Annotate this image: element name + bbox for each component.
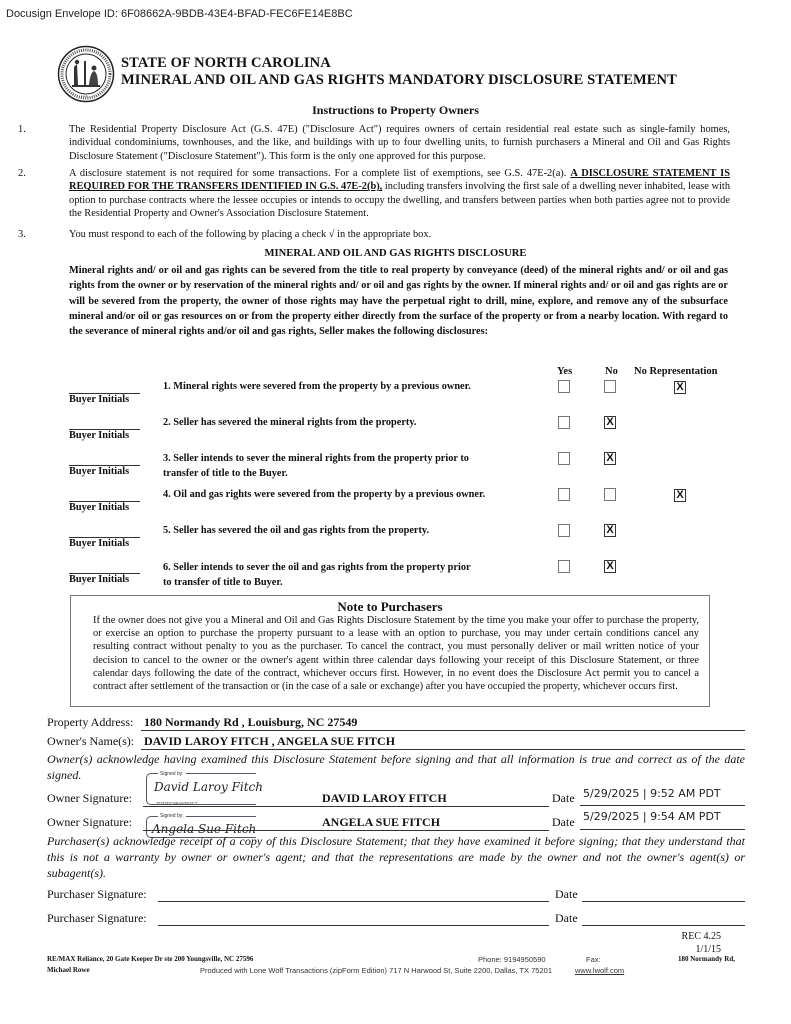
owner-signature-2: Angela Sue Fitch xyxy=(152,822,257,836)
q6-yes-checkbox[interactable] xyxy=(558,560,570,573)
column-no-representation: No Representation xyxy=(634,366,718,377)
note-title: Note to Purchasers xyxy=(337,599,443,614)
instruction-text xyxy=(69,167,730,220)
question-6-line-2: to transfer of title to Buyer. xyxy=(163,577,283,588)
purchaser-acknowledgement: Purchaser(s) acknowledge receipt of a copy of this Disclosure Statement; that they have examined it before signing; that they understand that this is not a warranty by owner or owner's agent; and that the representations are made by the owner and not the owner's agent(s) or subagent(s). xyxy=(47,834,745,880)
property-address-label: Property Address: xyxy=(47,715,134,729)
instruction-item-1 xyxy=(18,123,730,163)
owner-date-value-1[interactable]: 5/29/2025 | 9:52 AM PDT xyxy=(583,787,721,800)
owner-date-label-2: Date xyxy=(552,815,575,829)
purchaser-date-label-2: Date xyxy=(555,911,578,925)
signed-by-label-1: Signed by: xyxy=(160,771,184,777)
footer-phone: Phone: 9194950590 xyxy=(478,955,546,964)
form-identifier xyxy=(682,930,721,956)
form-date: 1/1/15 xyxy=(695,944,721,955)
form-code: REC 4.25 xyxy=(681,931,721,942)
owner-date-line-2 xyxy=(580,829,745,830)
footer-fax: Fax: xyxy=(586,955,601,964)
q2-no-checkbox[interactable]: X xyxy=(604,416,616,429)
instruction-item-3 xyxy=(18,228,730,241)
q6-no-checkbox[interactable]: X xyxy=(604,560,616,573)
q1-no-representation-checkbox[interactable]: X xyxy=(674,381,686,394)
disclosure-body: Mineral rights and/ or oil and gas rights can be severed from the title to real property by conveyance (deed) of the mineral rights and/ or oil and gas rights from the owner or by reservation of the mineral rights and/ or oil and gas rights by the owner. If mineral rights and/ or oil and gas rights are or will be severed from the property, the owner of those rights may have the perpetual right to drill, mine, explore, and remove any of the subsurface mineral and/or oil or gas resources on or from the property either directly from the surface of the property or from a nearby location. With regard to the severance of mineral rights and/or oil and gas rights, Seller makes the following disclosures: xyxy=(69,265,728,338)
property-address-value[interactable]: 180 Normandy Rd , Louisburg, NC 27549 xyxy=(144,715,358,729)
question-2: 2. Seller has severed the mineral rights from the property. xyxy=(163,417,417,428)
q2-yes-checkbox[interactable] xyxy=(558,416,570,429)
owner-signature-line-2 xyxy=(143,830,549,831)
footer-lwolf-link[interactable]: www.lwolf.com xyxy=(575,966,625,975)
purchaser-signature-label-2: Purchaser Signature: xyxy=(47,911,147,925)
owners-name-value[interactable]: DAVID LAROY FITCH , ANGELA SUE FITCH xyxy=(144,734,396,748)
property-address-underline xyxy=(141,730,745,731)
instruction-number: 1. xyxy=(18,124,26,135)
svg-text:• • •: • • • xyxy=(81,93,88,98)
q4-yes-checkbox[interactable] xyxy=(558,488,570,501)
footer-produced-by: Produced with Lone Wolf Transactions (zipForm Edition) 717 N Harwood St, Suite 2200, Dallas, TX 75201 xyxy=(200,966,552,975)
instruction-item-2 xyxy=(18,167,730,220)
instruction-text-part: including transfers involving the first sale of a dwelling never inhabited, lease with option to purchase contracts where the lessee occupies or intends to occupy the dwelling, and transfers between parties when both parties agree not to provide the Residential Property and Owner's Association Disclosure Statement. xyxy=(69,181,731,219)
column-no: No xyxy=(605,366,618,377)
instruction-text-part: A disclosure statement is not required for some transactions. For a complete list of exemptions, see G.S. 47E-2(a). xyxy=(69,168,571,179)
note-to-purchasers-box xyxy=(70,595,710,707)
buyer-initials-label: Buyer Initials xyxy=(69,394,130,405)
question-3-line-1: 3. Seller intends to sever the mineral rights from the property prior to xyxy=(163,453,469,464)
question-6-line-1: 6. Seller intends to sever the oil and gas rights from the property prior xyxy=(163,562,471,573)
owner-acknowledgement: Owner(s) acknowledge having examined this Disclosure Statement before signing and that all information is true and correct as of the date signed. xyxy=(47,752,745,782)
purchaser-date-line-1[interactable] xyxy=(582,901,745,902)
footer-property-ref: 180 Normandy Rd, xyxy=(678,955,735,963)
owner-printed-name-2: ANGELA SUE FITCH xyxy=(322,815,441,829)
q1-yes-checkbox[interactable] xyxy=(558,380,570,393)
footer-agent: Michael Rowe xyxy=(47,966,90,974)
buyer-initials-label: Buyer Initials xyxy=(69,502,130,513)
buyer-initials-label: Buyer Initials xyxy=(69,430,130,441)
owners-name-label: Owner's Name(s): xyxy=(47,734,135,748)
note-body: If the owner does not give you a Mineral and Oil and Gas Rights Disclosure Statement by the time you make your offer to purchase the property, or exercise an option to purchase the property pursuant to a lease with an option to purchase, you may under certain conditions cancel any resulting contract without penalty to you as the purchaser. To cancel the contract, you must personally deliver or mail written notice of your decision to cancel to the owner or the owner's agent within three calendar days following your receipt of this Disclosure Statement, or three calendar days following the date of the contract, whichever occurs first. However, in no event does the Disclosure Act permit you to cancel a contract after settlement of the transaction or (in the case of a sale or exchange) after you have occupied the property, whichever occurs first. xyxy=(93,615,699,693)
footer-broker: RE/MAX Reliance, 20 Gate Keeper Dr ste 200 Youngsville, NC 27596 xyxy=(47,955,254,963)
owner-signature-line-1 xyxy=(143,806,549,807)
title-form: MINERAL AND OIL AND GAS RIGHTS MANDATORY DISCLOSURE STATEMENT xyxy=(121,72,677,88)
question-6 xyxy=(163,560,471,590)
purchaser-signature-line-2[interactable] xyxy=(158,925,549,926)
owner-signature-label-2: Owner Signature: xyxy=(47,815,132,829)
disclosure-heading: MINERAL AND OIL AND GAS RIGHTS DISCLOSURE xyxy=(264,248,527,259)
instruction-number: 3. xyxy=(18,229,26,240)
signed-by-label-2: Signed by: xyxy=(160,813,184,819)
buyer-initials-label: Buyer Initials xyxy=(69,538,130,549)
q4-no-representation-checkbox[interactable]: X xyxy=(674,489,686,502)
q1-no-checkbox[interactable] xyxy=(604,380,616,393)
question-1: 1. Mineral rights were severed from the property by a previous owner. xyxy=(163,381,471,392)
column-yes: Yes xyxy=(557,366,573,377)
purchaser-date-line-2[interactable] xyxy=(582,925,745,926)
signature-id-1: 7D34DC98A82B4C7... xyxy=(156,801,202,806)
question-5: 5. Seller has severed the oil and gas rights from the property. xyxy=(163,525,430,536)
purchaser-signature-line-1[interactable] xyxy=(158,901,549,902)
purchaser-signature-label-1: Purchaser Signature: xyxy=(47,887,147,901)
owner-signature-1: David Laroy Fitch xyxy=(154,780,264,794)
owner-printed-name-1: DAVID LAROY FITCH xyxy=(322,791,447,805)
docusign-envelope-id: Docusign Envelope ID: 6F08662A-9BDB-43E4-BFAD-FEC6FE14E8BC xyxy=(6,8,353,20)
required-transfers-notice: A DISCLOSURE STATEMENT IS REQUIRED FOR THE TRANSFERS IDENTIFIED IN G.S. 47E-2(b), xyxy=(69,168,731,193)
buyer-initials-label: Buyer Initials xyxy=(69,574,130,585)
purchaser-date-label-1: Date xyxy=(555,887,578,901)
nc-seal-icon xyxy=(57,45,115,103)
title-state: STATE OF NORTH CAROLINA xyxy=(121,55,331,71)
document-title xyxy=(121,55,677,89)
q3-no-checkbox[interactable]: X xyxy=(604,452,616,465)
q5-yes-checkbox[interactable] xyxy=(558,524,570,537)
instruction-text: You must respond to each of the following by placing a check √ in the appropriate box. xyxy=(69,229,432,240)
question-3 xyxy=(163,451,469,481)
owner-signature-label-1: Owner Signature: xyxy=(47,791,132,805)
owner-date-label-1: Date xyxy=(552,791,575,805)
owner-date-value-2[interactable]: 5/29/2025 | 9:54 AM PDT xyxy=(583,810,721,823)
owners-name-underline xyxy=(141,749,745,750)
buyer-initials-label: Buyer Initials xyxy=(69,466,130,477)
instruction-text: The Residential Property Disclosure Act (G.S. 47E) ("Disclosure Act") requires owners of certain residential real estate such as single-family homes, individual condominiums, townhouses, and the like, and buildings with up to four dwelling units, to furnish purchasers a Mineral and Oil and Gas Rights Disclosure Statement ("Disclosure Statement"). This form is the only one approved for this purpose. xyxy=(69,124,730,162)
question-4: 4. Oil and gas rights were severed from the property by a previous owner. xyxy=(163,489,486,500)
instructions-heading: Instructions to Property Owners xyxy=(312,103,479,117)
question-3-line-2: transfer of title to the Buyer. xyxy=(163,468,288,479)
owner-date-line-1 xyxy=(580,805,745,806)
instruction-number: 2. xyxy=(18,168,26,179)
q3-yes-checkbox[interactable] xyxy=(558,452,570,465)
q4-no-checkbox[interactable] xyxy=(604,488,616,501)
q5-no-checkbox[interactable]: X xyxy=(604,524,616,537)
